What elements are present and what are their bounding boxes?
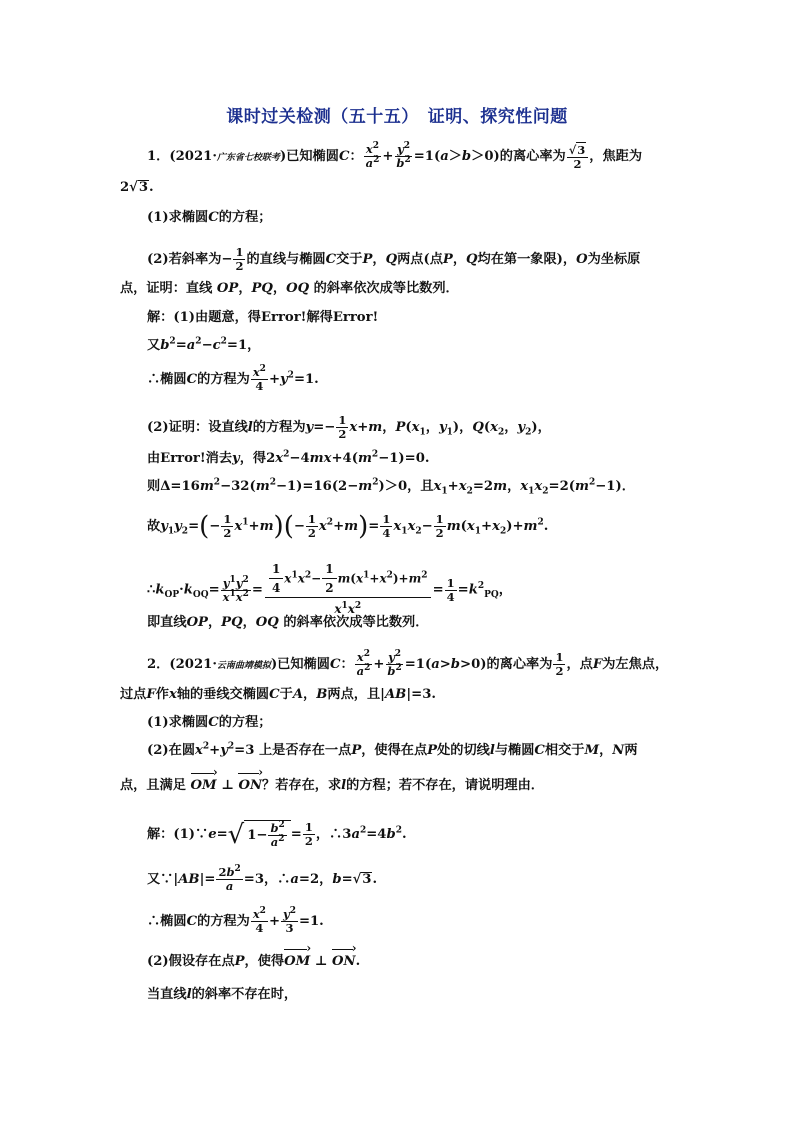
solution-1-step-4: (2)证明：设直线l的方程为y=− $\frac{1}{2}$ x+m，$P(x_1$，$y_1$)，$Q(x_2$，$y_2$)， — [147, 413, 551, 441]
solution-2-step-3: ∴椭圆C的方程为 $\frac{x^2}{4}$ + $\frac{y^2}{3}$ =1. — [147, 906, 324, 935]
solution-1-step-6: 则$\Delta=16m^2-32(m^2-1)=16(2-m^2)>0$，且$x_1+x_2=2m$，$x_1x_2=2(m^2-1)$． — [147, 477, 635, 497]
solution-1-step-5: 由Error!消去y，得$2x^2-4mx+4(m^2-1)=0$. — [147, 449, 430, 466]
problem-2-statement-cont: 过点F作x轴的垂线交椭圆C于A，B两点，且|AB|=3. — [120, 687, 436, 702]
page-title: 课时过关检测（五十五） 证明、探究性问题 — [226, 107, 568, 127]
problem-2-part-2: (2)在圆$x^2+y^2=3$ 上是否存在一点P，使得在点P处的切线l与椭圆C相交于M，N两 — [147, 741, 638, 758]
solution-2-step-2: 又∵|AB|= $\frac{2b^2}{a}$ =3，∴a=2，b=√3. — [147, 864, 378, 893]
problem-2-part-2-cont: 点，且满足 OM › ⊥ ON ›？若存在，求l的方程；若不存在，请说明理由． — [120, 776, 544, 794]
problem-1-part-2-cont: 点，证明：直线 OP，PQ，OQ 的斜率依次成等比数列． — [120, 281, 459, 296]
problem-2-statement: 2．(2021·云南曲靖模拟)已知椭圆C： $\frac{x^2}{a^2}$ + $\frac{y^2}{b^2}$ =1(a>b>0)的离心率为 $\frac{1}{2}$ ，点F为左焦点， — [147, 649, 669, 678]
problem-1-focal-value: 2√3. — [120, 180, 154, 195]
solution-1-step-7: 故$y_1y_2=(-$ $\frac{1}{2}$ $x^1+m)(-$ $\frac{1}{2}$ $x^2+m)=$ $\frac{1}{4}$ $x_1x_2-$ $\frac{1}{2}$ $m(x_1+x_2)+m^2$. — [147, 511, 549, 542]
problem-1-part-1: (1)求椭圆C的方程； — [147, 210, 272, 225]
problem-1-number: 1． — [147, 149, 170, 164]
solution-2-step-4: (2)假设存在点P，使得OM › ⊥ ON ›. — [147, 952, 360, 970]
solution-1-step-3: ∴椭圆C的方程为 $\frac{x^2}{4}$ $+y^2=1$. — [147, 364, 319, 393]
solution-1-step-8: $\therefore k_{OP}\cdot k_{OQ}=$ $\frac{y^1y^2}{x^1x^2}$ = $\frac{1}{4}$ $x^1x^2-$ $\frac{1}{2}$ $m(x^1+x^2)+m^2$ $x^1x^2$ = $\frac{1}{4}$ $=k^2_{PQ}$， — [147, 562, 512, 616]
solution-1-conclusion: 即直线OP，PQ，OQ 的斜率依次成等比数列． — [147, 615, 429, 630]
solution-2-step-1: 解：(1)∵e= √ 1− $\frac{b^2}{a^2}$ = $\frac{1}{2}$ ，$\therefore 3a^2=4b^2$. — [147, 819, 407, 850]
problem-2-number: 2． — [147, 657, 170, 672]
problem-2-part-1: (1)求椭圆C的方程； — [147, 715, 272, 730]
problem-2-source: 云南曲靖模拟 — [216, 661, 271, 671]
solution-1-step-2: 又$b^2=a^2-c^2=1$， — [147, 336, 261, 353]
problem-1-statement: 1．(2021·广东省七校联考)已知椭圆C： $\frac{x^2}{a^2}$ + $\frac{y^2}{b^2}$ =1(a＞b＞0)的离心率为 $\frac{√3}{2}$ ，焦距为 — [147, 141, 643, 171]
problem-1-source: 广东省七校联考 — [216, 153, 280, 163]
problem-1-part-2: (2)若斜率为− $\frac{1}{2}$ 的直线与椭圆C交于P，Q两点(点P，Q均在第一象限)，O为坐标原 — [147, 245, 641, 273]
solution-1-step-1: 解：(1)由题意，得Error!解得Error! — [147, 310, 379, 325]
solution-2-step-5: 当直线l的斜率不存在时， — [147, 987, 298, 1002]
